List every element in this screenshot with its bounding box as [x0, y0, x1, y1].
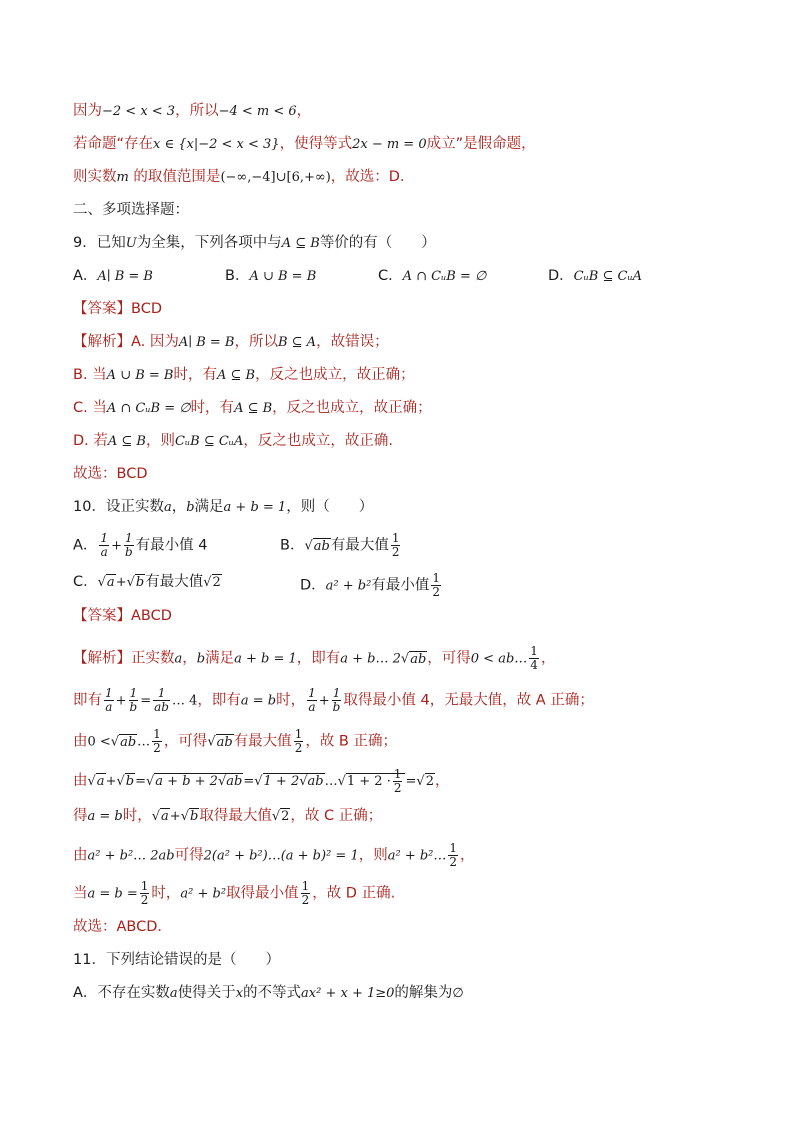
text: ，则 [358, 847, 388, 864]
fraction [529, 645, 539, 672]
q11-option-a [73, 983, 464, 1004]
math: a = b = [87, 886, 138, 902]
denominator: ab [154, 700, 169, 714]
q9-explain-2 [73, 365, 415, 386]
text: 【解析】 [73, 650, 131, 667]
q9-option-d [548, 266, 642, 287]
radicand: ab [313, 538, 330, 554]
math: A∣ B = B [178, 335, 235, 350]
math: … [137, 734, 151, 750]
radicand: b [190, 809, 199, 824]
denominator: 2 [449, 855, 458, 869]
math: A ⊆ B [107, 434, 146, 449]
text: ，故选： [330, 169, 389, 185]
math: a [169, 986, 178, 1001]
numerator: 1 [294, 727, 303, 741]
q10-explain-4: 由√a+√b=√a + b + 2√ab=√1 + 2√ab…√1 + 2 · $\frac{1}{2}$ =√2， [73, 767, 450, 795]
text: ，所以 [234, 334, 278, 350]
math: + [105, 774, 117, 789]
text: ，反之也成立，故正确； [272, 400, 432, 416]
math: A ⊆ B [216, 368, 256, 383]
q9-option-b [225, 266, 316, 287]
text: ，故 D 正确. [312, 885, 396, 902]
text: ， [540, 650, 556, 667]
numerator: 1 [153, 727, 161, 741]
math: a + b… 2 [340, 651, 401, 667]
fraction [153, 687, 170, 714]
math: a + b = 1 [234, 651, 297, 667]
math: b [196, 651, 206, 667]
text: 时，有 [173, 367, 217, 383]
text: ， [296, 103, 312, 119]
math: −2 < x < 3 [102, 104, 176, 119]
text: ，可得 [163, 733, 208, 750]
radicand: ab [410, 651, 427, 667]
fraction [332, 687, 342, 714]
text: 即有 [73, 692, 102, 709]
text: 使得关于 [177, 985, 236, 1001]
radicand: 2 [212, 575, 221, 590]
math: −4 < m < 6 [218, 104, 297, 119]
text: ，故 B 正确； [305, 733, 397, 750]
text: 时，有 [190, 400, 235, 416]
text: 得 [73, 808, 88, 824]
denominator: 2 [391, 545, 400, 559]
numerator: 1 [530, 644, 538, 658]
math: = [140, 693, 152, 709]
math: CᵤB ⊆ CᵤA [573, 269, 643, 284]
q10-option-a [73, 532, 208, 559]
numerator: 1 [301, 879, 310, 893]
fraction [294, 728, 304, 755]
fraction [99, 532, 109, 559]
text: ，即有 [296, 650, 341, 667]
fraction [124, 532, 134, 559]
numerator: 1 [449, 841, 458, 855]
section-heading: 二、多项选择题： [73, 202, 189, 218]
text: 有最小值 4 [135, 537, 208, 554]
text: ， [460, 847, 475, 864]
math: 0 < ab… [470, 651, 528, 667]
text: 9．已知 [73, 235, 126, 251]
radicand: a [106, 575, 115, 590]
numerator: 1 [432, 571, 440, 585]
q9-explain-4 [73, 431, 393, 452]
fraction [104, 687, 114, 714]
denominator: 2 [153, 741, 161, 755]
math: a² + b²… [387, 848, 447, 864]
math: = [135, 774, 146, 789]
fraction [129, 687, 139, 714]
fraction [391, 532, 401, 559]
text: ，即有 [197, 692, 241, 709]
q9-selection: 故选：BCD [73, 466, 148, 482]
text: ，故错误； [316, 334, 389, 350]
radicand: 1 + 2√ab [263, 774, 324, 789]
text: 有最小值 [371, 577, 430, 594]
radicand: 1 + 2 · [346, 774, 391, 789]
numerator: 1 [308, 686, 316, 700]
q9-explain-1 [73, 332, 389, 353]
text: 为全集，下列各项中与 [136, 235, 282, 251]
radicand: 2 [425, 774, 434, 789]
numerator: 1 [124, 531, 133, 545]
math: A ⊆ B [281, 236, 320, 251]
math: ax² + x + 1≥0 [301, 986, 395, 1001]
fraction [448, 842, 458, 869]
fraction [431, 572, 441, 599]
text: 的解集为 [394, 985, 453, 1001]
text: 的不等式 [243, 985, 302, 1001]
text: 时， [151, 885, 181, 902]
radicand: b [135, 575, 145, 590]
math: 2(a² + b²)…(a + b)² = 1 [203, 848, 359, 864]
q9-option-c [378, 266, 486, 287]
q10-option-d [300, 572, 443, 599]
text: 因为 [73, 103, 102, 119]
line-2 [73, 134, 536, 155]
math: A ∩ CᵤB = ∅ [106, 401, 191, 416]
denominator: b [129, 700, 138, 714]
numerator: 1 [391, 531, 400, 545]
text: 若命题“存在 [73, 136, 154, 152]
q9-explain-3 [73, 398, 432, 419]
denominator: a [308, 700, 316, 714]
q10-explain-6 [73, 842, 475, 869]
text: ，所以 [175, 103, 219, 119]
text: A. 因为 [131, 334, 179, 350]
denominator: 2 [294, 741, 303, 755]
text: 时， [122, 808, 152, 824]
numerator: 1 [153, 687, 170, 701]
text: ， [171, 499, 187, 515]
text: ，则 [146, 433, 175, 449]
q10-selection: 故选：ABCD． [73, 919, 172, 935]
math: U [125, 236, 137, 251]
q9-answer: 【答案】BCD [73, 301, 162, 317]
numerator: 1 [105, 686, 113, 700]
numerator: 1 [100, 531, 109, 545]
radicand: ab [216, 734, 233, 750]
math: a + b = 1 [223, 500, 287, 515]
fraction [152, 728, 162, 755]
math: ∅ [452, 986, 464, 1001]
math: + [318, 693, 330, 709]
option-label: B． [225, 268, 250, 284]
denominator: a [100, 545, 108, 559]
q10-option-c: C．√a+√b有最大值√2 [73, 574, 221, 590]
text: ，反之也成立，故正确； [255, 367, 415, 383]
radicand: a [96, 774, 105, 789]
math: … 4 [171, 693, 198, 709]
text: 可得 [174, 847, 204, 864]
radicand: a [161, 809, 169, 824]
q10-explain-1: 【解析】正实数a，b满足a + b = 1，即有a + b… 2√ab，可得0 < ab… $\frac{1}{4}$ ， [73, 644, 556, 672]
fraction [307, 687, 317, 714]
math: m [116, 170, 129, 185]
math: CᵤB ⊆ CᵤA [175, 434, 244, 449]
line-1 [73, 101, 311, 122]
math: + [111, 538, 122, 554]
text: 正实数 [131, 650, 175, 667]
text: B. 当 [73, 367, 107, 383]
math: a² + b²… 2ab [87, 848, 175, 864]
math: A∣ B = B [97, 269, 153, 284]
option-label: A． [73, 268, 98, 284]
text: 取得最大值 [199, 808, 272, 824]
math: + [169, 809, 181, 824]
text: 的取值范围是 [128, 169, 221, 185]
option-label: B． [280, 537, 305, 554]
text: 由 [73, 733, 88, 750]
text: D. 若 [73, 433, 108, 449]
text: D. [388, 169, 405, 185]
math: 0 < [87, 734, 111, 750]
text: 当 [73, 885, 88, 902]
question-9 [73, 233, 436, 254]
math: b [186, 500, 195, 515]
q10-explain-7 [73, 880, 395, 907]
radicand: b [125, 774, 135, 789]
q10-explain-2 [73, 687, 594, 714]
text: ，可得 [427, 650, 471, 667]
radicand: ab [120, 734, 137, 750]
math: A ⊆ B [234, 401, 273, 416]
text: 由 [73, 847, 88, 864]
text: 取得最小值 [226, 885, 299, 902]
math: a = b [87, 809, 123, 824]
text: 有最大值 [145, 574, 204, 590]
text: ，反之也成立，故正确. [243, 433, 393, 449]
math: x ∈ {x|−2 < x < 3} [153, 137, 280, 152]
radicand: 2 [281, 809, 290, 824]
math: a [163, 500, 172, 515]
q10-option-b: B．√ab有最大值 $\frac{1}{2}$ [280, 531, 400, 559]
option-label: D． [548, 268, 574, 284]
fraction [140, 880, 150, 907]
text: ， [182, 650, 197, 667]
denominator: 2 [301, 893, 310, 907]
denominator: b [124, 545, 133, 559]
fraction [301, 880, 311, 907]
math: + [115, 693, 127, 709]
math: A ∩ CᵤB = ∅ [402, 269, 487, 284]
math: + [115, 575, 127, 590]
text: ，使得等式 [279, 136, 353, 152]
fraction [393, 768, 403, 795]
denominator: 4 [530, 658, 538, 672]
text: 取得最小值 4，无最大值，故 A 正确； [343, 692, 594, 709]
text: ，则（ ） [286, 499, 374, 515]
math: x [235, 986, 244, 1001]
line-3 [73, 167, 405, 188]
math: a² + b² [325, 578, 372, 594]
question-11: 11．下列结论错误的是（ ） [73, 952, 280, 968]
denominator: 2 [140, 893, 149, 907]
radicand: a + b + 2√ab [155, 774, 243, 789]
q10-explain-5: 得a = b时，√a+√b取得最大值√2，故 C 正确； [73, 808, 383, 824]
q10-answer: 【答案】ABCD [73, 608, 172, 624]
option-label: C． [378, 268, 403, 284]
text: 有最大值 [233, 733, 292, 750]
math: (−∞,−4]∪[6,+∞) [220, 170, 331, 185]
text: ，故 C 正确； [290, 808, 383, 824]
denominator: 2 [393, 781, 402, 795]
text: 则实数 [73, 169, 117, 185]
denominator: 2 [432, 585, 440, 599]
math: a = b [240, 693, 277, 709]
text: 满足 [194, 499, 224, 515]
math: = [243, 774, 255, 789]
q9-option-a [73, 266, 153, 287]
math: A ∪ B = B [249, 269, 317, 284]
denominator: a [105, 700, 113, 714]
question-10 [73, 497, 373, 518]
text: 有最大值 [330, 537, 389, 554]
denominator: b [332, 700, 341, 714]
numerator: 1 [129, 686, 138, 700]
math: = [405, 774, 417, 789]
option-label: D． [300, 577, 326, 594]
text: C. 当 [73, 400, 107, 416]
text: 满足 [205, 650, 235, 667]
text: ， [434, 773, 450, 789]
math: a [174, 651, 183, 667]
text: 时， [276, 692, 306, 709]
option-label: A． [73, 537, 98, 554]
radical [346, 767, 406, 795]
math: 2x − m = 0 [352, 137, 427, 152]
text: 由 [73, 773, 88, 789]
math: B ⊆ A [277, 335, 317, 350]
math: a² + b² [180, 886, 227, 902]
text: 等价的有（ ） [319, 235, 436, 251]
q10-explain-3: 由0 <√ab… $\frac{1}{2}$ ，可得√ab有最大值 $\frac{1}{2}$ ，故 B 正确； [73, 727, 397, 755]
text: 10．设正实数 [73, 499, 164, 515]
numerator: 1 [332, 686, 341, 700]
option-label: C． [73, 574, 98, 590]
numerator: 1 [393, 767, 402, 781]
math: A ∪ B = B [106, 368, 174, 383]
text: A．不存在实数 [73, 985, 170, 1001]
math: … [324, 774, 338, 789]
text: 【解析】 [73, 334, 131, 350]
numerator: 1 [140, 879, 149, 893]
text: 成立”是假命题， [426, 136, 536, 152]
